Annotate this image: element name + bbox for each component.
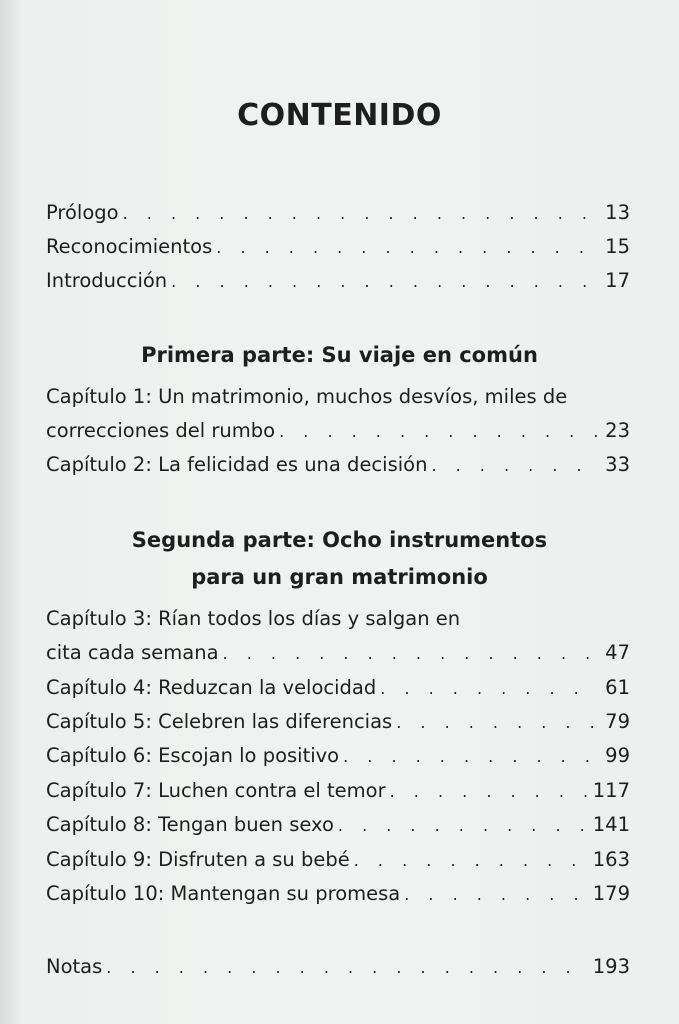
toc-page-number: 117 [592,779,630,802]
toc-entry-chapter-3 [46,638,630,668]
toc-page-number: 163 [592,848,630,871]
toc-entry-label: Capítulo 6: Escojan lo positivo [46,744,340,767]
dot-leader [338,811,587,841]
toc-entry-label: Capítulo 9: Disfruten a su bebé [46,848,350,871]
toc-entry-chapter-7 [46,776,630,806]
dot-leader [123,199,600,229]
dot-leader [223,639,600,669]
toc-entry-chapter-8 [46,810,630,840]
toc-page-number: 23 [605,419,630,442]
toc-page-number: 99 [605,744,630,767]
toc-entry-chapter-2 [46,450,630,480]
toc-page-number: 47 [605,641,630,664]
toc-entry-label: Notas [46,955,103,978]
toc-page-number: 15 [605,235,630,258]
part-1-heading: Primera parte: Su viaje en común [141,343,538,367]
toc-entry-label: Reconocimientos [46,235,213,258]
toc-entry-label: Capítulo 5: Celebren las diferencias [46,710,393,733]
toc-entry-introduccion [46,266,630,296]
toc-page-number: 179 [592,882,630,905]
dot-leader [390,777,587,807]
toc-page-number: 141 [592,813,630,836]
toc-entry-chapter-3-line1: Capítulo 3: Rían todos los días y salgan en [46,607,461,630]
toc-entry-chapter-5 [46,707,630,737]
toc-page-number: 193 [592,955,630,978]
toc-entry-label: Capítulo 7: Luchen contra el temor [46,779,386,802]
part-2-heading-line2: para un gran matrimonio [191,565,488,589]
toc-entry-chapter-1-line1: Capítulo 1: Un matrimonio, muchos desvíos, miles de [46,385,568,408]
dot-leader [171,267,599,297]
toc-entry-label: Capítulo 8: Tengan buen sexo [46,813,334,836]
toc-entry-label: Capítulo 4: Reduzcan la velocidad [46,676,377,699]
toc-entry-chapter-9 [46,845,630,875]
dot-leader [404,880,587,910]
toc-entry-label: Prólogo [46,201,119,224]
dot-leader [396,708,599,738]
dot-leader [343,742,599,772]
toc-page-number: 13 [605,201,630,224]
dot-leader [216,233,599,263]
part-2-heading-line1: Segunda parte: Ocho instrumentos [131,528,548,552]
toc-entry-reconocimientos [46,232,630,262]
toc-page-number: 33 [605,453,630,476]
toc-page-number: 79 [605,710,630,733]
toc-entry-label: Capítulo 2: La felicidad es una decisión [46,453,428,476]
toc-entry-prologo [46,198,630,228]
toc-page-number: 61 [605,676,630,699]
toc-entry-notas [46,952,630,982]
dot-leader [380,674,599,704]
dot-leader [431,451,599,481]
toc-entry-chapter-1 [46,416,630,446]
toc-entry-chapter-6 [46,741,630,771]
dot-leader [106,953,586,983]
dot-leader [354,846,587,876]
toc-entry-label: Capítulo 10: Mantengan su promesa [46,882,401,905]
toc-entry-chapter-4 [46,673,630,703]
toc-entry-label: correcciones del rumbo [46,419,276,442]
page-title: CONTENIDO [237,98,442,133]
toc-entry-label: Introducción [46,269,168,292]
toc-entry-label: cita cada semana [46,641,219,664]
toc-entry-chapter-10 [46,879,630,909]
toc-page-number: 17 [605,269,630,292]
dot-leader [279,417,599,447]
